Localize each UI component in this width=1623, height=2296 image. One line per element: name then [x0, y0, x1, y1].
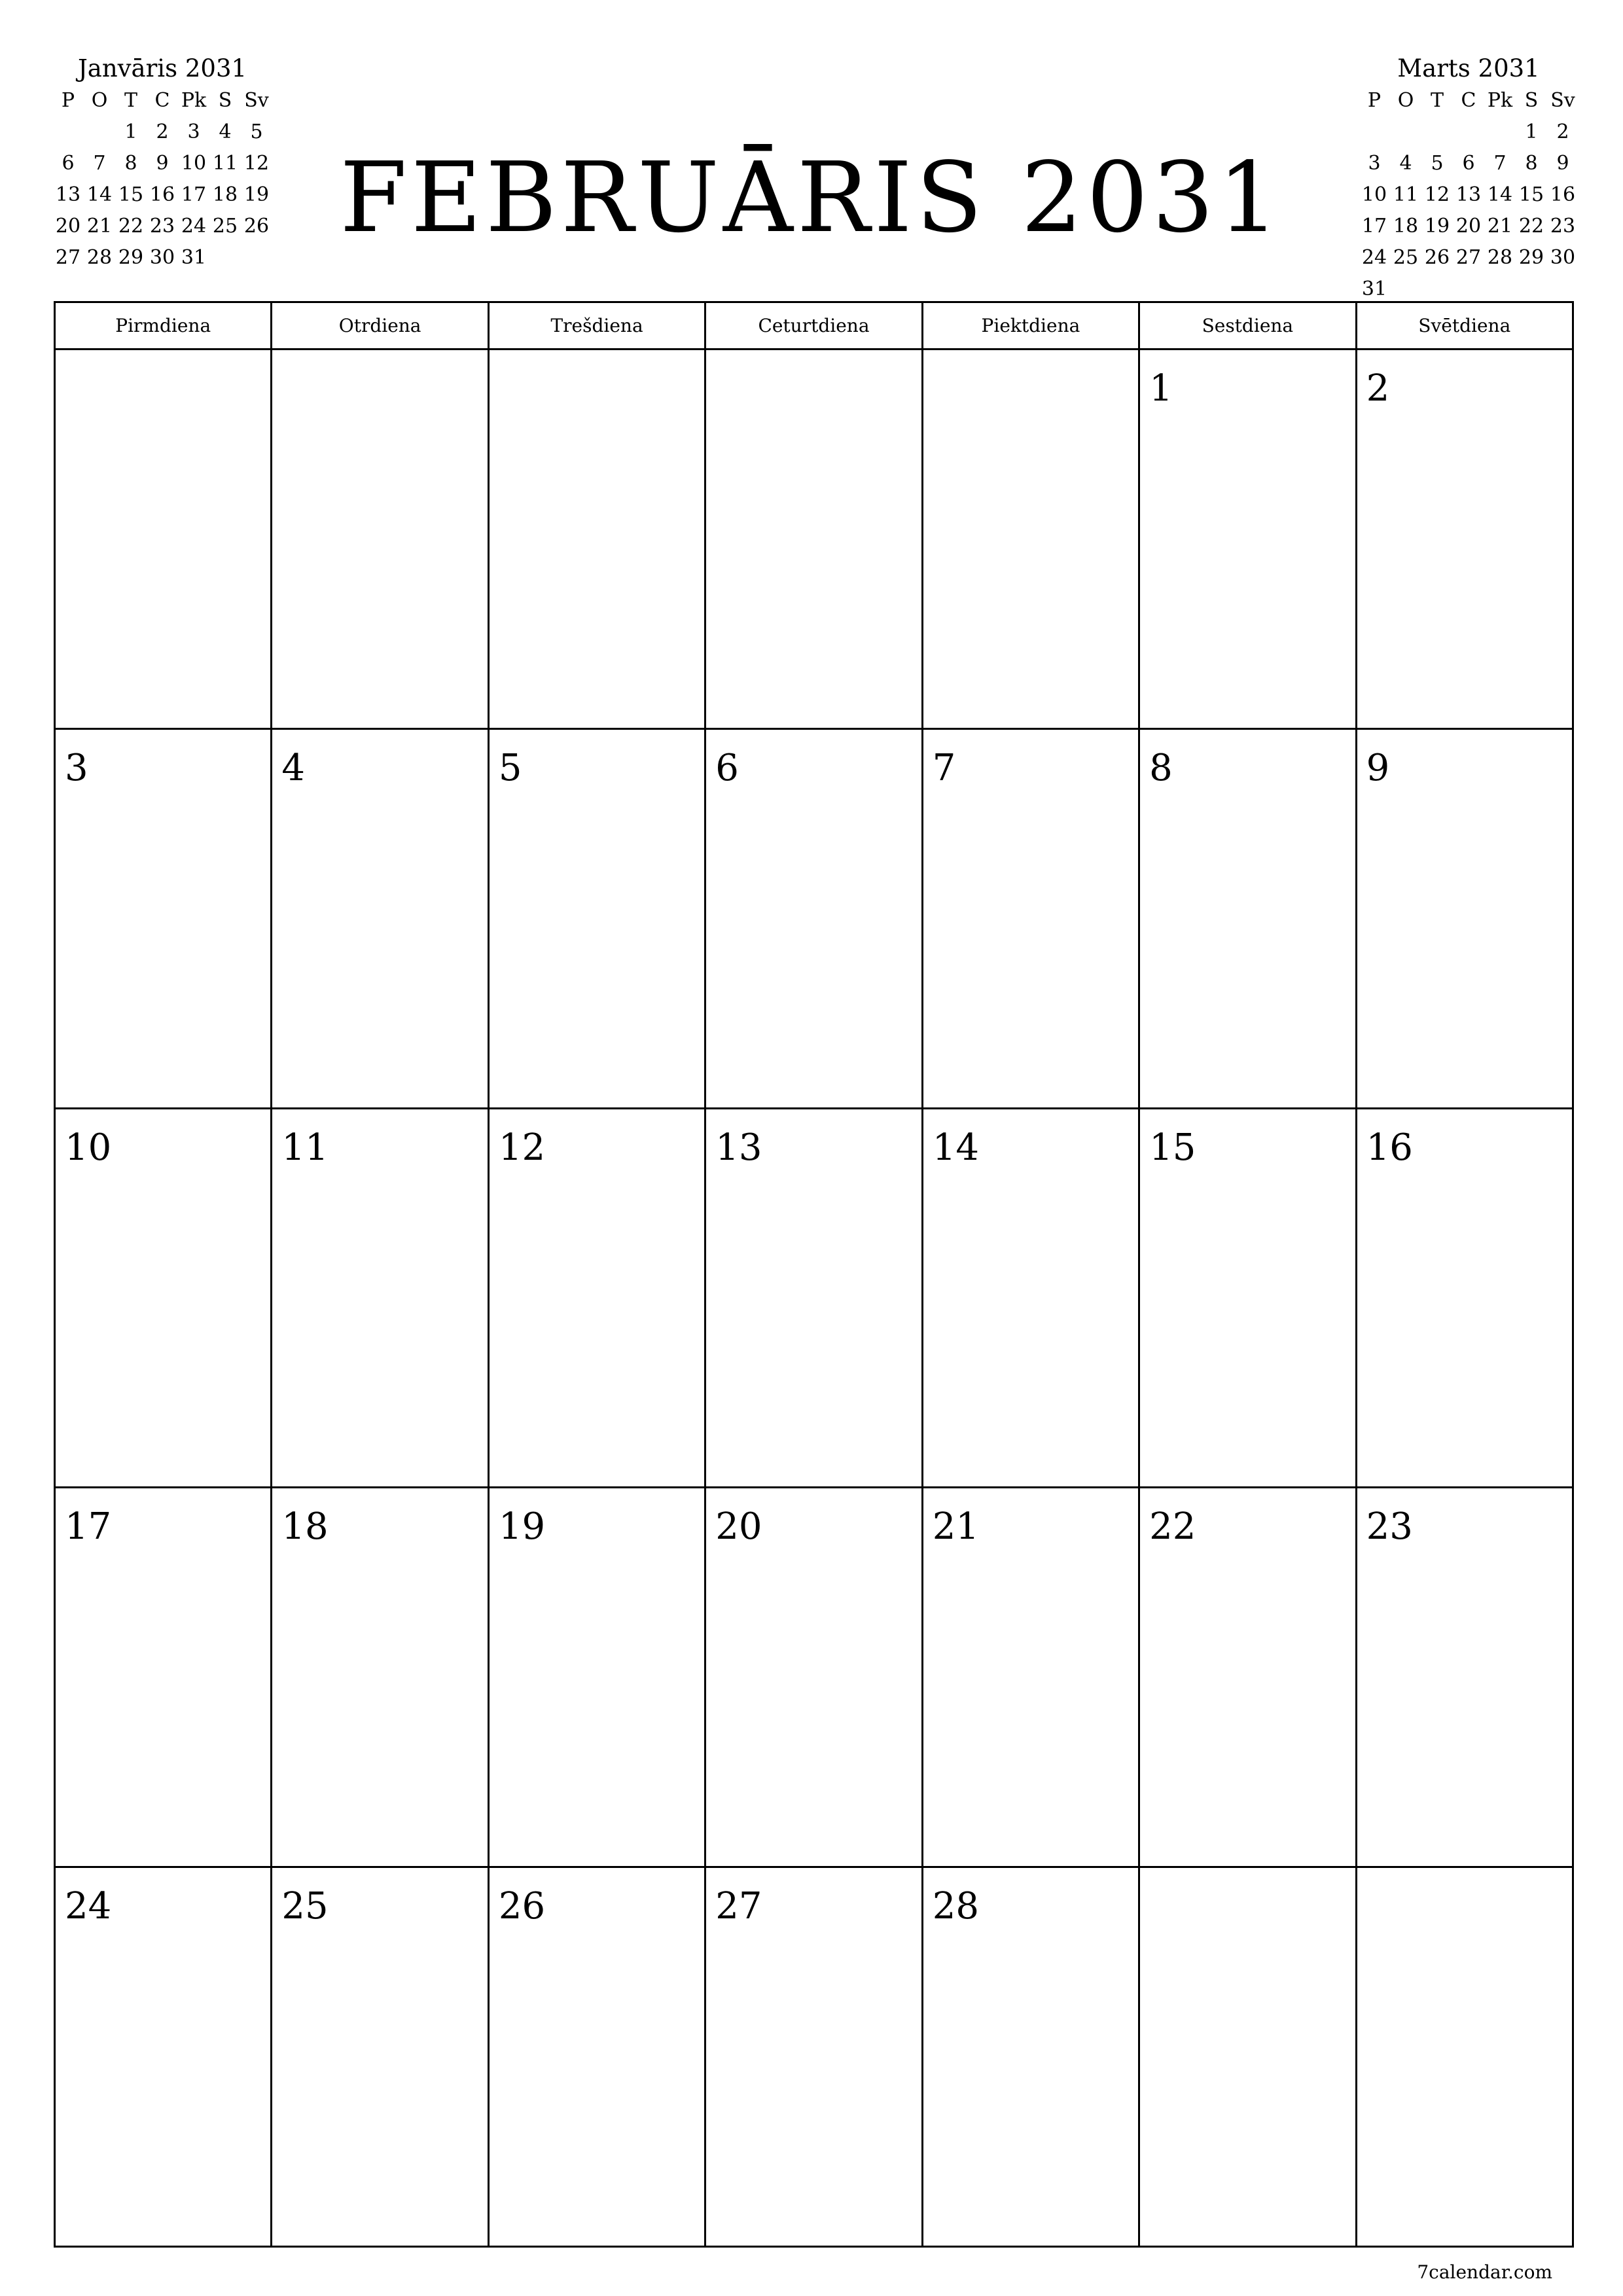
mini-day: 5: [1431, 152, 1444, 175]
weekday-header: Ceturtdiena: [706, 303, 923, 350]
mini-day: 20: [1455, 215, 1482, 238]
mini-day: 28: [86, 246, 113, 269]
day-number: 25: [281, 1885, 329, 1928]
mini-day: 31: [1361, 278, 1387, 300]
mini-day: 3: [187, 120, 200, 143]
mini-day: 26: [243, 215, 270, 238]
mini-weekday: S: [1524, 89, 1539, 112]
mini-day: 4: [219, 120, 232, 143]
day-number: 14: [932, 1126, 979, 1169]
day-cell: [1140, 350, 1357, 730]
day-cell: [923, 1488, 1140, 1868]
day-cell: [272, 350, 489, 730]
day-number: 26: [498, 1885, 546, 1928]
mini-weekday: T: [1430, 89, 1444, 112]
mini-day: 25: [212, 215, 238, 238]
mini-day: 16: [149, 183, 175, 206]
mini-day: 29: [118, 246, 144, 269]
day-cell: [706, 1109, 923, 1489]
day-cell: [1357, 1109, 1574, 1489]
mini-calendar-title: Janvāris 2031: [77, 54, 247, 82]
day-cell: [1357, 1868, 1574, 2248]
mini-weekday: O: [1397, 89, 1414, 112]
day-number: 22: [1149, 1505, 1196, 1549]
day-number: 6: [715, 746, 739, 789]
mini-weekday: Pk: [181, 89, 207, 112]
mini-day: 24: [181, 215, 207, 238]
mini-weekday: P: [1367, 89, 1382, 112]
footer-credit: 7calendar.com: [1417, 2261, 1552, 2283]
mini-day: 27: [1455, 246, 1482, 269]
mini-day: 21: [1487, 215, 1513, 238]
day-cell: [1357, 1488, 1574, 1868]
page-title: FEBRUĀRIS 2031: [340, 141, 1283, 254]
mini-day: 13: [55, 183, 81, 206]
mini-day: [1484, 117, 1516, 148]
day-cell: [490, 1868, 706, 2248]
day-number: 19: [498, 1505, 546, 1549]
day-number: 13: [715, 1126, 762, 1169]
day-number: 8: [1149, 746, 1173, 789]
day-number: 4: [281, 746, 306, 789]
weekday-header: Trešdiena: [490, 303, 706, 350]
day-cell: [706, 350, 923, 730]
mini-day: 2: [1556, 120, 1569, 143]
mini-day: [1390, 117, 1421, 148]
mini-day: 29: [1518, 246, 1544, 269]
day-cell: [706, 730, 923, 1109]
mini-weekday: S: [218, 89, 232, 112]
mini-weekday: Pk: [1487, 89, 1513, 112]
mini-day: 28: [1487, 246, 1513, 269]
mini-day: 17: [1361, 215, 1387, 238]
mini-day: 22: [1518, 215, 1544, 238]
mini-weekday: T: [124, 89, 137, 112]
mini-day: 30: [149, 246, 175, 269]
day-cell: [56, 730, 272, 1109]
day-number: 28: [932, 1885, 979, 1928]
day-cell: [706, 1868, 923, 2248]
day-number: 9: [1366, 746, 1390, 789]
day-number: 24: [65, 1885, 112, 1928]
weekday-header: Sestdiena: [1140, 303, 1357, 350]
day-cell: [56, 1488, 272, 1868]
mini-day: 26: [1424, 246, 1450, 269]
mini-day: 17: [181, 183, 207, 206]
mini-day: 11: [212, 152, 238, 175]
mini-day: 9: [1556, 152, 1569, 175]
day-number: 7: [932, 746, 956, 789]
mini-weekday: P: [61, 89, 75, 112]
mini-day: 16: [1550, 183, 1576, 206]
mini-day: 2: [156, 120, 169, 143]
weekday-header: Piektdiena: [923, 303, 1140, 350]
mini-day: 25: [1393, 246, 1419, 269]
day-cell: [56, 350, 272, 730]
day-number: 20: [715, 1505, 762, 1549]
mini-calendar-grid: [1359, 85, 1578, 305]
day-cell: [923, 1109, 1140, 1489]
mini-day: 4: [1399, 152, 1412, 175]
day-number: 21: [932, 1505, 979, 1549]
mini-day: 11: [1393, 183, 1419, 206]
day-cell: [490, 1488, 706, 1868]
day-cell: [490, 1109, 706, 1489]
mini-weekday: Sv: [1550, 89, 1575, 112]
day-number: 1: [1149, 367, 1173, 410]
day-cell: [272, 1868, 489, 2248]
mini-day: 8: [124, 152, 137, 175]
mini-weekday: Sv: [244, 89, 269, 112]
day-number: 10: [65, 1126, 112, 1169]
mini-day: 3: [1368, 152, 1381, 175]
mini-day: 15: [1518, 183, 1544, 206]
day-cell: [923, 730, 1140, 1109]
mini-day: 19: [243, 183, 270, 206]
mini-weekday: O: [91, 89, 108, 112]
mini-day: 15: [118, 183, 144, 206]
weekday-header: Otrdiena: [272, 303, 489, 350]
day-cell: [706, 1488, 923, 1868]
mini-day: 14: [86, 183, 113, 206]
day-cell: [923, 350, 1140, 730]
mini-day: 27: [55, 246, 81, 269]
mini-day: 7: [93, 152, 106, 175]
mini-day: 18: [212, 183, 238, 206]
day-cell: [56, 1109, 272, 1489]
day-cell: [1140, 1109, 1357, 1489]
mini-calendar-title: Marts 2031: [1397, 54, 1540, 82]
day-number: 2: [1366, 367, 1390, 410]
mini-day: 14: [1487, 183, 1513, 206]
weekday-header: Pirmdiena: [56, 303, 272, 350]
mini-day: [1421, 117, 1453, 148]
mini-day: [1453, 117, 1484, 148]
day-number: 3: [65, 746, 88, 789]
day-cell: [1140, 1488, 1357, 1868]
mini-day: 12: [243, 152, 270, 175]
mini-day: 12: [1424, 183, 1450, 206]
day-number: 27: [715, 1885, 762, 1928]
mini-day: 5: [250, 120, 263, 143]
day-number: 17: [65, 1505, 112, 1549]
day-cell: [1357, 350, 1574, 730]
day-number: 5: [498, 746, 522, 789]
day-cell: [272, 730, 489, 1109]
day-number: 15: [1149, 1126, 1196, 1169]
day-number: 11: [281, 1126, 329, 1169]
day-cell: [490, 350, 706, 730]
mini-day: 18: [1393, 215, 1419, 238]
mini-day: 24: [1361, 246, 1387, 269]
mini-day: 19: [1424, 215, 1450, 238]
mini-day: 21: [86, 215, 113, 238]
mini-day: 9: [156, 152, 169, 175]
mini-day: 23: [1550, 215, 1576, 238]
mini-day: 6: [62, 152, 75, 175]
month-grid: [54, 301, 1574, 2248]
mini-day: 1: [124, 120, 137, 143]
mini-day: 6: [1462, 152, 1475, 175]
day-number: 16: [1366, 1126, 1413, 1169]
day-cell: [923, 1868, 1140, 2248]
mini-calendar-next: [1359, 52, 1578, 305]
mini-day: 1: [1525, 120, 1538, 143]
mini-day: 7: [1493, 152, 1507, 175]
mini-day: 31: [181, 246, 207, 269]
day-cell: [272, 1488, 489, 1868]
mini-day: 22: [118, 215, 144, 238]
day-cell: [272, 1109, 489, 1489]
day-cell: [1357, 730, 1574, 1109]
mini-day: 8: [1525, 152, 1538, 175]
mini-day: 10: [181, 152, 207, 175]
mini-weekday: C: [1461, 89, 1476, 112]
day-number: 23: [1366, 1505, 1413, 1549]
mini-day: 10: [1361, 183, 1387, 206]
mini-weekday: C: [154, 89, 170, 112]
day-cell: [56, 1868, 272, 2248]
day-cell: [1140, 730, 1357, 1109]
mini-day: 23: [149, 215, 175, 238]
day-cell: [1140, 1868, 1357, 2248]
mini-day: 30: [1550, 246, 1576, 269]
day-cell: [490, 730, 706, 1109]
weekday-header: Svētdiena: [1357, 303, 1574, 350]
mini-day: [1359, 117, 1390, 148]
day-number: 12: [498, 1126, 546, 1169]
day-number: 18: [281, 1505, 329, 1549]
mini-day: 20: [55, 215, 81, 238]
mini-day: 13: [1455, 183, 1482, 206]
